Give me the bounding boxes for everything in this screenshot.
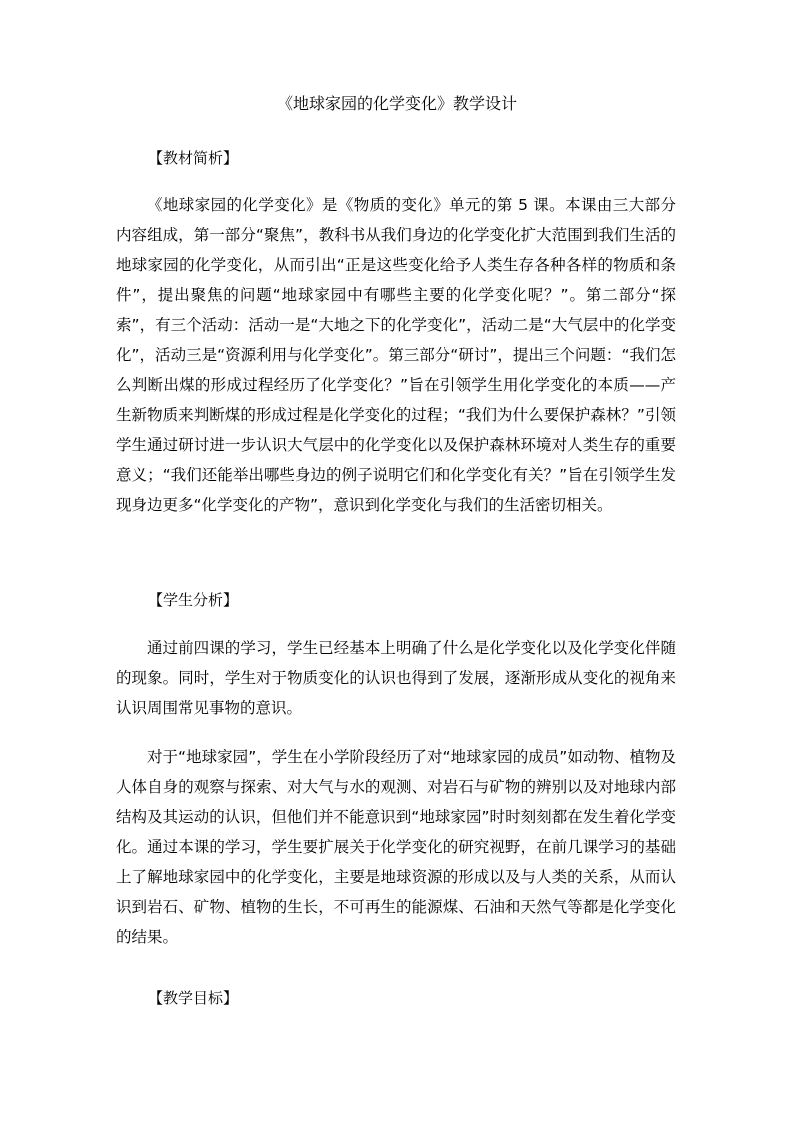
paragraph-textbook-analysis: 《地球家园的化学变化》是《物质的变化》单元的第 5 课。本课由三大部分内容组成，第一部分“聚焦”，教科书从我们身边的化学变化扩大范围到我们生活的地球家园的化学变化，从而引出“正是这些变化给予人类生存各种各样的物质和条件”，提出聚焦的问题“地球家园中有哪些主要的化学变化呢？”。第二部分“探索”，有三个活动：活动一是“大地之下的化学变化”，活动二是“大气层中的化学变化”，活动三是“资源利用与化学变化”。第三部分“研讨”，提出三个问题：“我们怎么判断出煤的形成过程经历了化学变化？”旨在引领学生用化学变化的本质——产生新物质来判断煤的形成过程是化学变化的过程；“我们为什么要保护森林？”引领学生通过研讨进一步认识大气层中的化学变化以及保护森林环境对人类生存的重要意义；“我们还能举出哪些身边的例子说明它们和化学变化有关？”旨在引领学生发现身边更多“化学变化的产物”，意识到化学变化与我们的生活密切相关。 — [116, 196, 676, 514]
document-title: 《地球家园的化学变化》教学设计 — [276, 94, 517, 113]
section-heading-textbook-analysis: 【教材简析】 — [148, 149, 239, 167]
section-heading-teaching-goals: 【教学目标】 — [148, 989, 239, 1007]
section-heading-student-analysis: 【学生分析】 — [148, 591, 239, 609]
paragraph-student-analysis-1: 通过前四课的学习，学生已经基本上明确了什么是化学变化以及化学变化伴随的现象。同时，学生对于物质变化的认识也得到了发展，逐渐形成从变化的视角来认识周围常见事物的意识。 — [116, 639, 676, 717]
paragraph-student-analysis-2: 对于“地球家园”，学生在小学阶段经历了对“地球家园的成员”如动物、植物及人体自身的观察与探索、对大气与水的观测、对岩石与矿物的辨别以及对地球内部结构及其运动的认识，但他们并不能意识到“地球家园”时时刻刻都在发生着化学变化。通过本课的学习，学生要扩展关于化学变化的研究视野，在前几课学习的基础上了解地球家园中的化学变化，主要是地球资源的形成以及与人类的关系，从而认识到岩石、矿物、植物的生长，不可再生的能源煤、石油和天然气等都是化学变化的结果。 — [116, 748, 676, 946]
